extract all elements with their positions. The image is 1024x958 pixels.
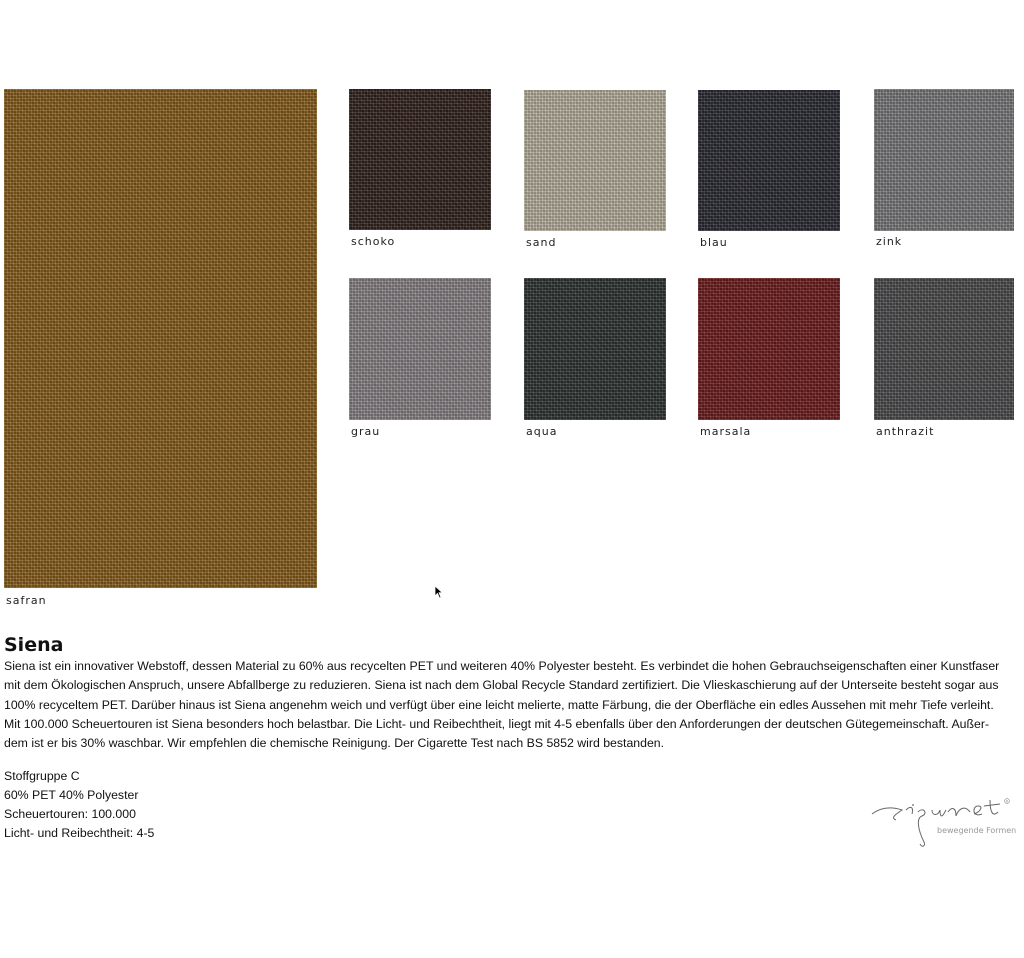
swatch-anthrazit xyxy=(874,278,1014,443)
mouse-cursor-icon xyxy=(434,585,444,599)
description-line: dem ist er bis 30% waschbar. Wir empfehlen die chemische Reinigung. Der Cigarette Test nach BS 5852 wird bestanden. xyxy=(4,736,665,751)
swatch-safran xyxy=(4,89,317,609)
svg-text:R: R xyxy=(1005,799,1009,804)
logo-subtitle: bewegende Formen xyxy=(937,826,1017,835)
swatch-label-schoko: schoko xyxy=(351,235,396,248)
swatch-label-aqua: aqua xyxy=(526,425,558,438)
fabric-sample-anthrazit xyxy=(874,278,1014,420)
swatch-zink xyxy=(874,89,1014,254)
swatch-label-blau: blau xyxy=(700,236,728,249)
swatch-schoko xyxy=(349,89,491,254)
swatch-grau xyxy=(349,278,491,443)
swatch-sand xyxy=(524,90,666,255)
fabric-sample-schoko xyxy=(349,89,491,230)
swatch-label-zink: zink xyxy=(876,235,903,248)
fabric-sample-sand xyxy=(524,90,666,231)
fabric-sample-blau xyxy=(698,90,840,231)
spec-fastness: Licht- und Reibechtheit: 4-5 xyxy=(4,826,155,840)
product-specs xyxy=(4,767,154,843)
swatch-label-grau: grau xyxy=(351,425,381,438)
swatch-aqua xyxy=(524,278,666,443)
swatch-label-marsala: marsala xyxy=(700,425,752,438)
description-line: mit dem Ökologischen Anspruch, unsere Abfallberge zu reduzieren. Siena ist nach dem Global Recycle Standard zertifiziert. Die Vlieskaschierung auf der Unterseite besteht sogar aus xyxy=(4,678,999,693)
fabric-sample-safran xyxy=(4,89,317,588)
product-description xyxy=(4,657,1016,753)
swatch-marsala xyxy=(698,278,840,443)
spec-fabric-group: Stoffgruppe C xyxy=(4,769,80,783)
swatch-blau xyxy=(698,90,840,255)
spec-abrasion: Scheuertouren: 100.000 xyxy=(4,807,136,821)
description-line: 100% recyceltem PET. Darüber hinaus ist Siena angenehm weich und verfügt über eine leicht melierte, matte Färbung, die der Oberfläche ein edles Aussehen mit mehr Tiefe verleiht. xyxy=(4,697,994,712)
swatch-label-anthrazit: anthrazit xyxy=(876,425,935,438)
swatch-label-sand: sand xyxy=(526,236,557,249)
swatch-label-safran: safran xyxy=(6,594,47,607)
brand-logo xyxy=(866,796,1017,848)
product-title: Siena xyxy=(4,634,64,656)
description-line: Mit 100.000 Scheuertouren ist Siena besonders hoch belastbar. Die Licht- und Reibechtheit, liegt mit 4-5 ebenfalls über den Anforderungen der deutschen Gütegemeinschaft. Außer- xyxy=(4,716,990,731)
description-line: Siena ist ein innovativer Webstoff, dessen Material zu 60% aus recycelten PET und weiteren 40% Polyester besteht. Es verbindet die hohen Gebrauchseigenschaften einer Kunstfaser xyxy=(4,659,1000,673)
spec-material: 60% PET 40% Polyester xyxy=(4,788,139,802)
fabric-sample-zink xyxy=(874,89,1014,231)
fabric-sample-marsala xyxy=(698,278,840,420)
fabric-sample-aqua xyxy=(524,278,666,420)
fabric-sample-grau xyxy=(349,278,491,420)
